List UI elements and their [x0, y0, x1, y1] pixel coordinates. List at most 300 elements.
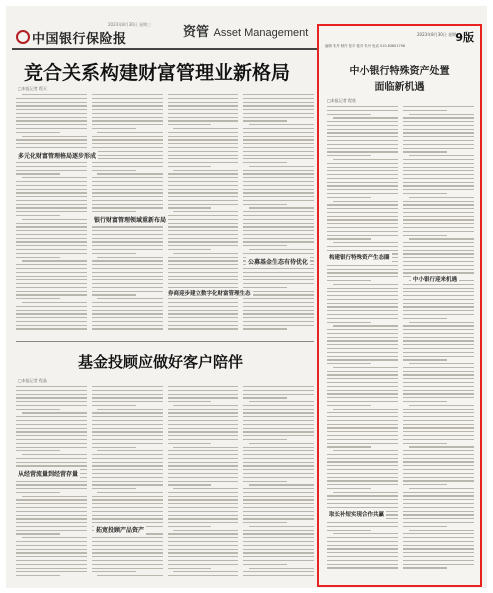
text-line [403, 106, 474, 107]
text-line [168, 439, 239, 440]
article2-subhead-1: 从经营流量到经营存量 [16, 468, 80, 479]
text-line [243, 302, 314, 303]
text-line [327, 322, 371, 323]
text-line [92, 564, 163, 565]
text-line [243, 450, 314, 451]
text-line [243, 462, 314, 463]
text-line [16, 515, 87, 516]
text-line [243, 162, 287, 163]
text-line [16, 439, 87, 440]
text-line [243, 219, 314, 220]
text-line [16, 223, 87, 224]
text-line [327, 443, 398, 444]
text-line [168, 132, 239, 133]
text-line [22, 496, 87, 497]
text-line [327, 333, 398, 334]
text-line [16, 575, 60, 576]
text-line [16, 310, 87, 311]
text-line [327, 401, 398, 402]
text-line [249, 443, 314, 444]
text-line [403, 219, 474, 220]
text-line [92, 204, 163, 205]
text-line [327, 185, 398, 186]
text-line [168, 302, 239, 303]
text-line [16, 560, 87, 561]
text-line [249, 166, 314, 167]
text-line [403, 461, 474, 462]
text-line [327, 136, 398, 137]
text-line [92, 294, 136, 295]
text-line [403, 465, 474, 466]
text-line [16, 173, 60, 174]
text-line [327, 144, 398, 145]
article2-col-2 [92, 386, 163, 582]
text-line [168, 496, 239, 497]
text-line [403, 552, 474, 553]
text-line [403, 227, 474, 228]
text-line [173, 530, 238, 531]
text-line [16, 117, 87, 118]
text-line [327, 329, 398, 330]
text-line [92, 264, 163, 265]
text-line [327, 522, 398, 523]
text-line [327, 427, 398, 428]
text-line [92, 211, 136, 212]
text-line [327, 374, 398, 375]
feature-col-1 [327, 106, 398, 576]
text-line [92, 207, 163, 208]
text-line [168, 481, 239, 482]
text-line [403, 359, 447, 360]
text-line [16, 226, 87, 227]
page-number: 9版 [455, 31, 474, 44]
text-line [403, 182, 474, 183]
text-line [92, 234, 163, 235]
text-line [92, 283, 163, 284]
text-line [168, 431, 239, 432]
text-line [327, 167, 398, 168]
text-line [168, 136, 239, 137]
article1-subhead-3: 公募基金生态有待优化 [246, 256, 310, 267]
text-line [173, 447, 238, 448]
text-line [243, 196, 314, 197]
text-line [16, 568, 87, 569]
text-line [403, 443, 447, 444]
text-line [168, 155, 239, 156]
text-line [243, 390, 314, 391]
text-line [16, 481, 87, 482]
text-line [403, 110, 447, 111]
text-line [243, 192, 314, 193]
text-line [168, 98, 239, 99]
section-title [183, 21, 308, 40]
article-divider [16, 341, 314, 342]
text-line [92, 155, 163, 156]
text-line [16, 484, 87, 485]
text-line [243, 211, 314, 212]
text-line [243, 136, 314, 137]
text-line [243, 394, 314, 395]
text-line [243, 522, 287, 523]
text-line [243, 241, 314, 242]
text-line [168, 215, 239, 216]
text-line [333, 117, 398, 118]
text-line [92, 189, 163, 190]
article1-headline: 竞合关系构建财富管理业新格局 [24, 62, 291, 84]
text-line [403, 416, 474, 417]
text-line [327, 276, 398, 277]
text-line [403, 431, 474, 432]
text-line [92, 447, 136, 448]
text-line [403, 454, 474, 455]
text-line [243, 465, 314, 466]
text-line [327, 178, 398, 179]
text-line [16, 207, 87, 208]
text-line [16, 492, 60, 493]
text-line [403, 348, 474, 349]
text-line [16, 530, 87, 531]
text-line [92, 166, 163, 167]
text-line [16, 549, 87, 550]
text-line [168, 545, 239, 546]
text-line [16, 435, 87, 436]
text-line [403, 208, 474, 209]
text-line [403, 458, 474, 459]
text-line [16, 541, 87, 542]
text-line [92, 462, 163, 463]
text-line [327, 371, 398, 372]
text-line [92, 306, 163, 307]
text-line [327, 378, 398, 379]
text-line [16, 196, 87, 197]
text-line [97, 575, 162, 576]
text-line [243, 428, 314, 429]
text-line [403, 231, 474, 232]
text-line [403, 352, 474, 353]
text-line [403, 337, 474, 338]
text-line [92, 560, 163, 561]
text-line [16, 241, 87, 242]
text-line [243, 272, 314, 273]
feature-subhead-1: 构建银行特殊资产生态圈 [327, 252, 392, 262]
text-line [403, 511, 474, 512]
text-line [168, 226, 239, 227]
text-line [403, 564, 474, 565]
text-line [243, 158, 314, 159]
text-line [92, 185, 163, 186]
text-line [409, 488, 474, 489]
text-line [243, 139, 314, 140]
text-line [168, 317, 239, 318]
text-line [243, 405, 314, 406]
text-line [243, 458, 314, 459]
text-line [327, 477, 398, 478]
text-line [243, 515, 314, 516]
text-line [249, 568, 314, 569]
text-line [243, 102, 314, 103]
text-line [168, 424, 239, 425]
text-line [243, 575, 314, 576]
text-line [22, 177, 87, 178]
text-line [403, 299, 474, 300]
text-line [403, 533, 474, 534]
text-line [243, 507, 314, 508]
text-line [403, 303, 474, 304]
text-line [403, 492, 474, 493]
text-line [168, 260, 239, 261]
text-line [16, 264, 87, 265]
text-line [409, 197, 474, 198]
text-line [92, 537, 163, 538]
text-line [92, 162, 163, 163]
text-line [243, 170, 314, 171]
text-line [16, 405, 87, 406]
text-line [327, 125, 398, 126]
article1-subhead-2: 银行财富管理领域重新布局 [92, 214, 168, 225]
text-line [16, 571, 87, 572]
newspaper-page [6, 6, 487, 588]
text-line [243, 564, 287, 565]
article1-col-3 [168, 94, 239, 334]
text-line [403, 477, 474, 478]
text-line [92, 192, 163, 193]
text-line [16, 416, 87, 417]
text-line [327, 495, 398, 496]
text-line [16, 128, 87, 129]
text-line [327, 526, 398, 527]
text-line [243, 189, 314, 190]
text-line [327, 446, 371, 447]
text-line [243, 533, 314, 534]
text-line [243, 151, 314, 152]
text-line [409, 405, 474, 406]
text-line [327, 545, 398, 546]
text-line [243, 556, 314, 557]
text-line [409, 322, 474, 323]
text-line [327, 393, 398, 394]
text-line [168, 306, 239, 307]
text-line [327, 212, 398, 213]
text-line [168, 143, 239, 144]
text-line [16, 447, 87, 448]
text-line [327, 461, 398, 462]
text-line [409, 446, 474, 447]
text-line [168, 223, 239, 224]
text-line [16, 443, 87, 444]
text-line [403, 556, 474, 557]
text-line [92, 249, 163, 250]
text-line [403, 144, 474, 145]
text-line [327, 359, 398, 360]
text-line [249, 484, 314, 485]
text-line [327, 503, 398, 504]
text-line [327, 295, 398, 296]
text-line [97, 450, 162, 451]
text-line [168, 234, 239, 235]
text-line [16, 518, 87, 519]
text-line [168, 249, 212, 250]
text-line [327, 480, 398, 481]
text-line [327, 363, 371, 364]
text-line [403, 257, 474, 258]
text-line [403, 151, 447, 152]
text-line [16, 450, 60, 451]
text-line [16, 462, 87, 463]
text-line [403, 409, 474, 410]
text-line [168, 428, 239, 429]
text-line [327, 405, 371, 406]
text-line [327, 265, 398, 266]
text-line [243, 173, 314, 174]
text-line [16, 294, 87, 295]
text-line [168, 204, 239, 205]
text-line [168, 328, 239, 329]
text-line [403, 269, 474, 270]
text-line [403, 397, 474, 398]
text-line [168, 477, 239, 478]
text-line [327, 163, 398, 164]
text-line [16, 102, 87, 103]
text-line [168, 158, 239, 159]
text-line [173, 170, 238, 171]
text-line [16, 390, 87, 391]
text-line [403, 235, 447, 236]
text-line [327, 318, 398, 319]
text-line [243, 545, 314, 546]
text-line [168, 409, 239, 410]
article2-byline: □本报记者 程晶 [18, 378, 48, 383]
text-line [243, 530, 314, 531]
text-line [403, 340, 474, 341]
text-line [92, 484, 163, 485]
text-line [16, 431, 87, 432]
text-line [327, 537, 398, 538]
text-line [16, 200, 87, 201]
text-line [243, 94, 314, 95]
text-line [168, 484, 212, 485]
text-line [92, 117, 163, 118]
text-line [327, 291, 398, 292]
text-line [92, 317, 163, 318]
text-line [327, 465, 398, 466]
text-line [16, 162, 87, 163]
text-line [243, 294, 314, 295]
text-line [16, 313, 87, 314]
text-line [243, 105, 314, 106]
text-line [168, 321, 239, 322]
text-line [173, 128, 238, 129]
text-line [403, 125, 474, 126]
text-line [243, 200, 314, 201]
text-line [97, 409, 162, 410]
text-line [16, 192, 87, 193]
text-line [168, 189, 239, 190]
text-line [16, 458, 87, 459]
article1-byline: □本报记者 程天 [18, 86, 48, 91]
text-line [403, 420, 474, 421]
text-line [16, 465, 87, 466]
text-line [403, 435, 474, 436]
text-line [168, 465, 239, 466]
text-line [168, 241, 239, 242]
text-line [327, 458, 398, 459]
text-line [403, 522, 474, 523]
text-line [92, 230, 163, 231]
text-line [168, 117, 239, 118]
paper-name: 中国银行保险报 [32, 32, 127, 47]
text-line [92, 545, 163, 546]
text-line [92, 302, 163, 303]
text-line [403, 314, 474, 315]
text-line [403, 129, 474, 130]
article2-col-1 [16, 386, 87, 582]
text-line [243, 245, 287, 246]
text-line [243, 317, 314, 318]
text-line [173, 488, 238, 489]
text-line [243, 424, 314, 425]
text-line [92, 170, 136, 171]
text-line [168, 105, 239, 106]
article1-subhead-4: 券商迎步建立数字化财富管理生态 [166, 288, 253, 298]
text-line [243, 279, 314, 280]
text-line [403, 356, 474, 357]
text-line [92, 473, 163, 474]
text-line [92, 386, 163, 387]
text-line [327, 390, 398, 391]
text-line [327, 182, 398, 183]
text-line [403, 121, 474, 122]
text-line [168, 518, 239, 519]
text-line [327, 129, 398, 130]
text-line [16, 545, 87, 546]
article1-subhead-1: 多元化财富管理格局逐步形成 [16, 150, 98, 161]
text-line [333, 533, 398, 534]
text-line [16, 321, 87, 322]
text-line [92, 177, 163, 178]
text-line [243, 230, 314, 231]
text-line [168, 230, 239, 231]
text-line [327, 352, 398, 353]
text-line [403, 560, 474, 561]
text-line [403, 265, 474, 266]
text-line [168, 443, 212, 444]
text-line [327, 556, 398, 557]
text-line [333, 159, 398, 160]
text-line [92, 443, 163, 444]
text-line [97, 492, 162, 493]
text-line [327, 132, 398, 133]
text-line [327, 488, 371, 489]
text-line [92, 515, 163, 516]
text-line [403, 439, 474, 440]
text-line [92, 128, 136, 129]
feature-subhead-2: 中小银行迎来机遇 [411, 274, 459, 284]
text-line [92, 226, 163, 227]
text-line [92, 507, 163, 508]
text-line [403, 427, 474, 428]
text-line [327, 306, 398, 307]
text-line [22, 260, 87, 261]
text-line [327, 454, 398, 455]
text-line [92, 158, 163, 159]
section-title-cn: 资管 [183, 25, 210, 40]
text-line [403, 140, 474, 141]
text-line [16, 507, 87, 508]
text-line [243, 128, 314, 129]
text-line [327, 227, 398, 228]
text-line [168, 568, 212, 569]
text-line [92, 287, 163, 288]
